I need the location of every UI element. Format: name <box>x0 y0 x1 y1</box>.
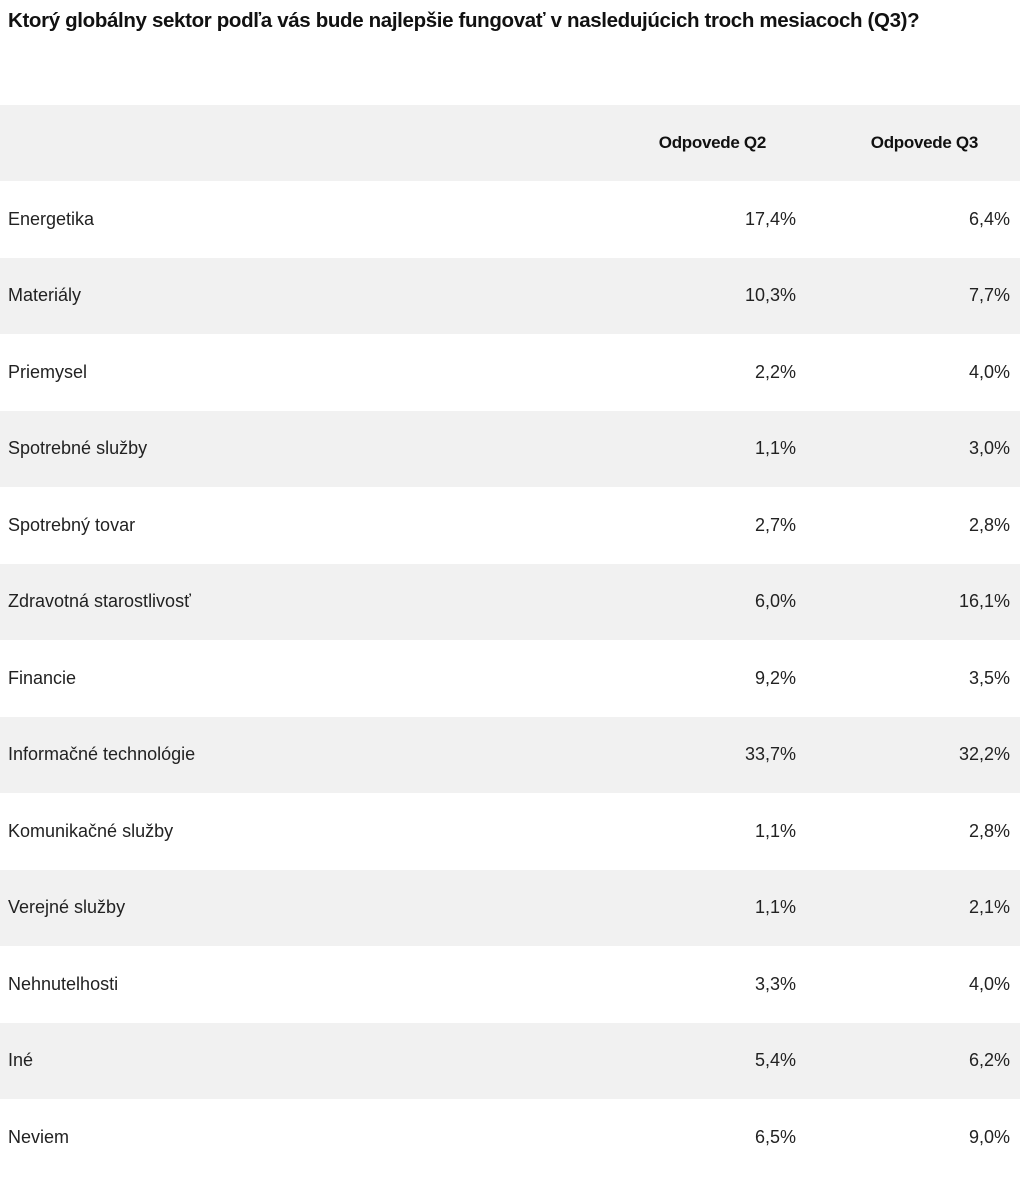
q3-value-cell: 2,1% <box>968 897 1010 918</box>
q3-value-cell: 9,0% <box>968 1126 1010 1147</box>
table-row <box>0 793 1020 870</box>
q2-value-cell: 2,7% <box>754 514 796 535</box>
q3-value-cell: 2,8% <box>968 820 1010 841</box>
q3-value-cell: 4,0% <box>968 361 1010 382</box>
q2-value-cell: 1,1% <box>754 897 796 918</box>
q3-value-cell: 32,2% <box>958 744 1010 765</box>
table-row <box>0 1023 1020 1100</box>
table-row <box>0 1099 1020 1176</box>
column-header-q3: Odpovede Q3 <box>870 133 978 152</box>
sector-cell: Financie <box>8 667 77 688</box>
q2-value-cell: 2,2% <box>754 361 796 382</box>
q2-value-cell: 6,5% <box>754 1126 796 1147</box>
table-row <box>0 334 1020 411</box>
table-row <box>0 487 1020 564</box>
q3-value-cell: 3,0% <box>968 438 1010 459</box>
table-row <box>0 258 1020 335</box>
q2-value-cell: 33,7% <box>744 744 796 765</box>
sector-cell: Verejné služby <box>8 897 126 918</box>
sector-cell: Spotrebný tovar <box>8 514 136 535</box>
sector-cell: Komunikačné služby <box>8 820 174 841</box>
q2-value-cell: 17,4% <box>744 208 796 229</box>
q2-value-cell: 3,3% <box>754 973 796 994</box>
q3-value-cell: 3,5% <box>968 667 1010 688</box>
sector-cell: Nehnutelhosti <box>8 973 119 994</box>
q2-value-cell: 6,0% <box>754 591 796 612</box>
q3-value-cell: 6,2% <box>968 1050 1010 1071</box>
table-body <box>0 181 1020 1176</box>
q3-value-cell: 16,1% <box>958 591 1010 612</box>
sector-cell: Informačné technológie <box>8 744 196 765</box>
table-row <box>0 717 1020 794</box>
q2-value-cell: 1,1% <box>754 438 796 459</box>
table-row <box>0 564 1020 641</box>
q2-value-cell: 10,3% <box>744 285 796 306</box>
q2-value-cell: 9,2% <box>754 667 796 688</box>
q2-value-cell: 1,1% <box>754 820 796 841</box>
sector-cell: Neviem <box>8 1126 70 1147</box>
sector-cell: Zdravotná starostlivosť <box>8 591 191 612</box>
sector-cell: Spotrebné služby <box>8 438 148 459</box>
sector-cell: Iné <box>8 1050 34 1071</box>
table-row <box>0 870 1020 947</box>
sector-cell: Energetika <box>8 208 95 229</box>
sector-table <box>0 105 1020 1176</box>
page-title: Ktorý globálny sektor podľa vás bude najlepšie fungovať v nasledujúcich troch mesiacoch (Q3)? <box>8 9 920 32</box>
table-header-row <box>0 105 1020 181</box>
q2-value-cell: 5,4% <box>754 1050 796 1071</box>
table-row <box>0 946 1020 1023</box>
q3-value-cell: 6,4% <box>968 208 1010 229</box>
sector-cell: Priemysel <box>8 361 88 382</box>
q3-value-cell: 4,0% <box>968 973 1010 994</box>
column-header-q2: Odpovede Q2 <box>658 133 766 152</box>
table-row <box>0 640 1020 717</box>
q3-value-cell: 7,7% <box>968 285 1010 306</box>
q3-value-cell: 2,8% <box>968 514 1010 535</box>
table-row <box>0 411 1020 488</box>
table-row <box>0 181 1020 258</box>
sector-cell: Materiály <box>8 285 82 306</box>
